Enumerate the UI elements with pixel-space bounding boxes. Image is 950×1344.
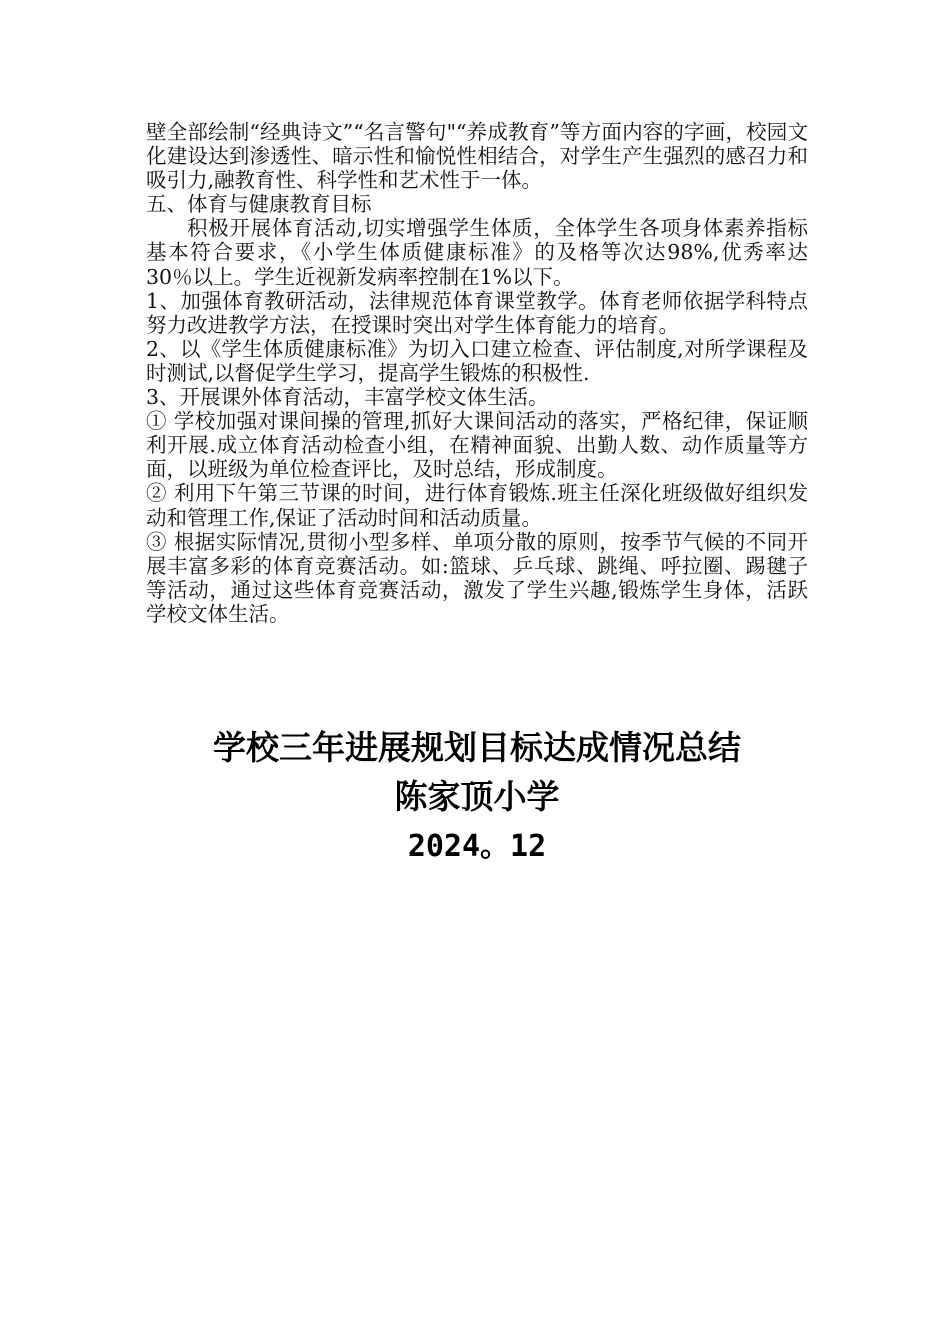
paragraph-pe-goals: 积极开展体育活动,切实增强学生体质，全体学生各项身体素养指标基本符合要求，《小学生体质健康标准》的及格等次达98%,优秀率达30％以上。学生近视新发病率控制在1%以下。 (146, 216, 808, 289)
list-item-health-standard: 2、以《学生体质健康标准》为切入口建立检查、评估制度,对所学课程及时测试,以督促学生学习，提高学生锻炼的积极性. (146, 336, 808, 385)
paragraph-campus-culture: 壁全部绘制“经典诗文”“名言警句"“养成教育”等方面内容的字画，校园文化建设达到渗透性、暗示性和愉悦性相结合，对学生产生强烈的感召力和吸引力,融教育性、科学性和艺术性于一体。 (146, 120, 808, 193)
sub-item-competitions: ③ 根据实际情况,贯彻小型多样、单项分散的原则，按季节气候的不同开展丰富多彩的体育竞赛活动。如:篮球、乒乓球、跳绳、呼拉圈、踢毽子等活动，通过这些体育竞赛活动，激发了学生兴趣,锻炼学生身体，活跃学校文体生活。 (146, 529, 808, 626)
list-item-teaching-research: 1、加强体育教研活动，法律规范体育课堂教学。体育老师依据学科特点努力改进教学方法，在授课时突出对学生体育能力的培育。 (146, 288, 808, 337)
document-title: 学校三年进展规划目标达成情况总结 (213, 728, 741, 767)
school-name: 陈家顶小学 (394, 777, 560, 816)
section-heading-pe-health: 五、体育与健康教育目标 (146, 192, 372, 217)
list-item-extracurricular: 3、开展课外体育活动，丰富学校文体生活。 (146, 385, 549, 410)
document-date: 2024。12 (407, 829, 547, 864)
sub-item-afternoon-class: ② 利用下午第三节课的时间，进行体育锻炼.班主任深化班级做好组织发动和管理工作,保证了活动时间和活动质量。 (146, 481, 808, 530)
document-body (146, 120, 808, 626)
sub-item-recess-exercise: ① 学校加强对课间操的管理,抓好大课间活动的落实，严格纪律，保证顺利开展.成立体育活动检查小组，在精神面貌、出勤人数、动作质量等方面，以班级为单位检查评比，及时总结，形成制度。 (146, 409, 808, 482)
